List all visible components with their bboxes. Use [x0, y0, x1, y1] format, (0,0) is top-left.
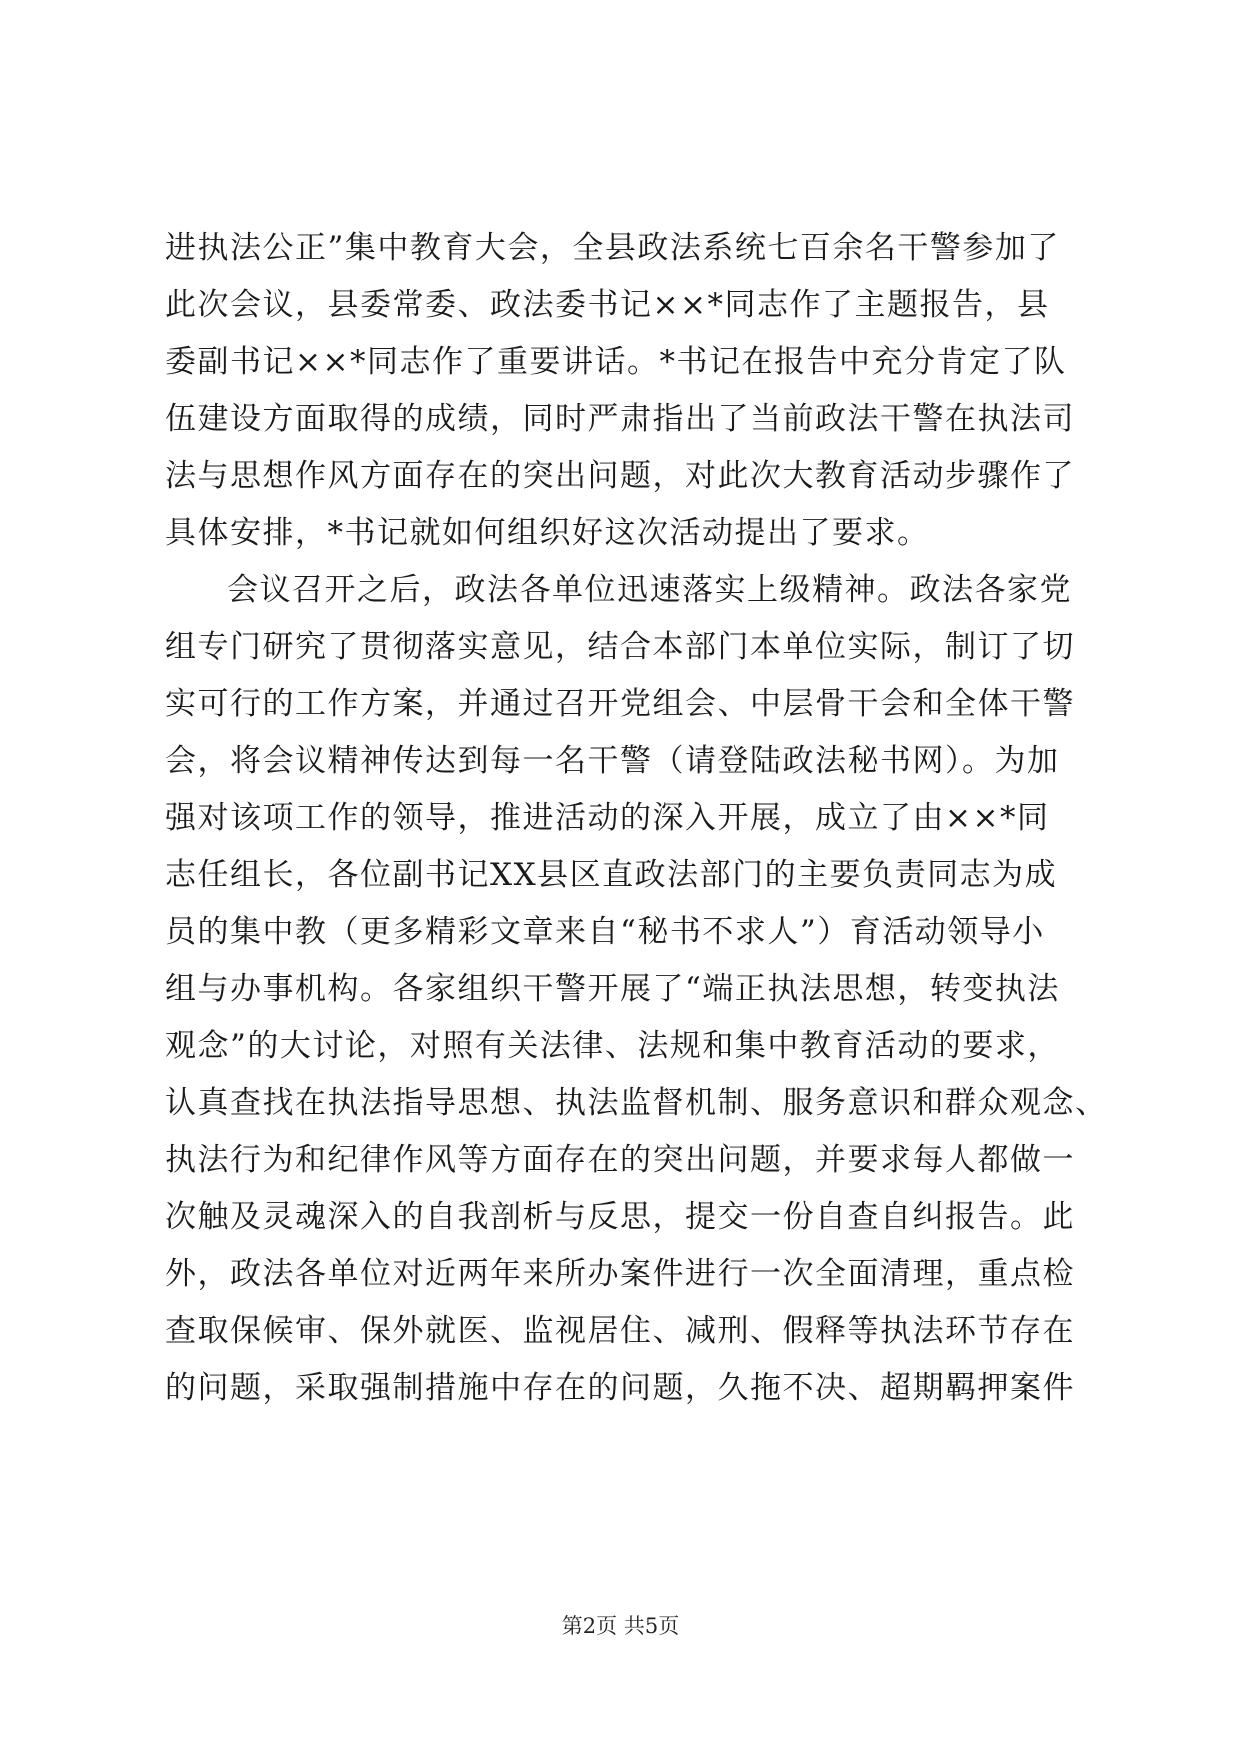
page-footer: 第2页 共5页 [561, 1614, 680, 1638]
text-line: 强对该项工作的领导，推进活动的深入开展，成立了由××*同 [165, 800, 1050, 836]
text-line: 的问题，采取强制措施中存在的问题，久拖不决、超期羁押案件 [165, 1370, 1075, 1406]
text-line: 进执法公正”集中教育大会，全县政法系统七百余名干警参加了 [165, 230, 1060, 266]
text-line: 员的集中教（更多精彩文章来自“秘书不求人”）育活动领导小 [165, 914, 1045, 950]
text-line: 会，将会议精神传达到每一名干警（请登陆政法秘书网）。为加 [165, 743, 1060, 779]
text-line: 法与思想作风方面存在的突出问题，对此次大教育活动步骤作了 [165, 458, 1075, 494]
text-line: 伍建设方面取得的成绩，同时严肃指出了当前政法干警在执法司 [165, 401, 1075, 437]
text-line: 观念”的大讨论，对照有关法律、法规和集中教育活动的要求， [165, 1028, 1060, 1064]
text-line: 执法行为和纪律作风等方面存在的突出问题，并要求每人都做一 [165, 1142, 1075, 1178]
paragraph-start-line: 会议召开之后，政法各单位迅速落实上级精神。政法各家党 [227, 572, 1072, 608]
text-line: 查取保候审、保外就医、监视居住、减刑、假释等执法环节存在 [165, 1313, 1075, 1349]
text-line: 次触及灵魂深入的自我剖析与反思，提交一份自查自纠报告。此 [165, 1199, 1075, 1235]
text-line: 委副书记××*同志作了重要讲话。*书记在报告中充分肯定了队 [165, 344, 1067, 380]
text-line: 具体安排，*书记就如何组织好这次活动提出了要求。 [165, 515, 930, 551]
text-line: 组与办事机构。各家组织干警开展了“端正执法思想，转变执法 [165, 971, 1060, 1007]
text-line: 志任组长，各位副书记XX县区直政法部门的主要负责同志为成 [165, 857, 1058, 893]
text-line: 实可行的工作方案，并通过召开党组会、中层骨干会和全体干警 [165, 686, 1075, 722]
text-line: 外，政法各单位对近两年来所办案件进行一次全面清理，重点检 [165, 1256, 1075, 1292]
text-line: 此次会议，县委常委、政法委书记××*同志作了主题报告，县 [165, 287, 1050, 323]
text-line: 认真查找在执法指导思想、执法监督机制、服务意识和群众观念、 [165, 1085, 1108, 1121]
text-line: 组专门研究了贯彻落实意见，结合本部门本单位实际，制订了切 [165, 629, 1075, 665]
